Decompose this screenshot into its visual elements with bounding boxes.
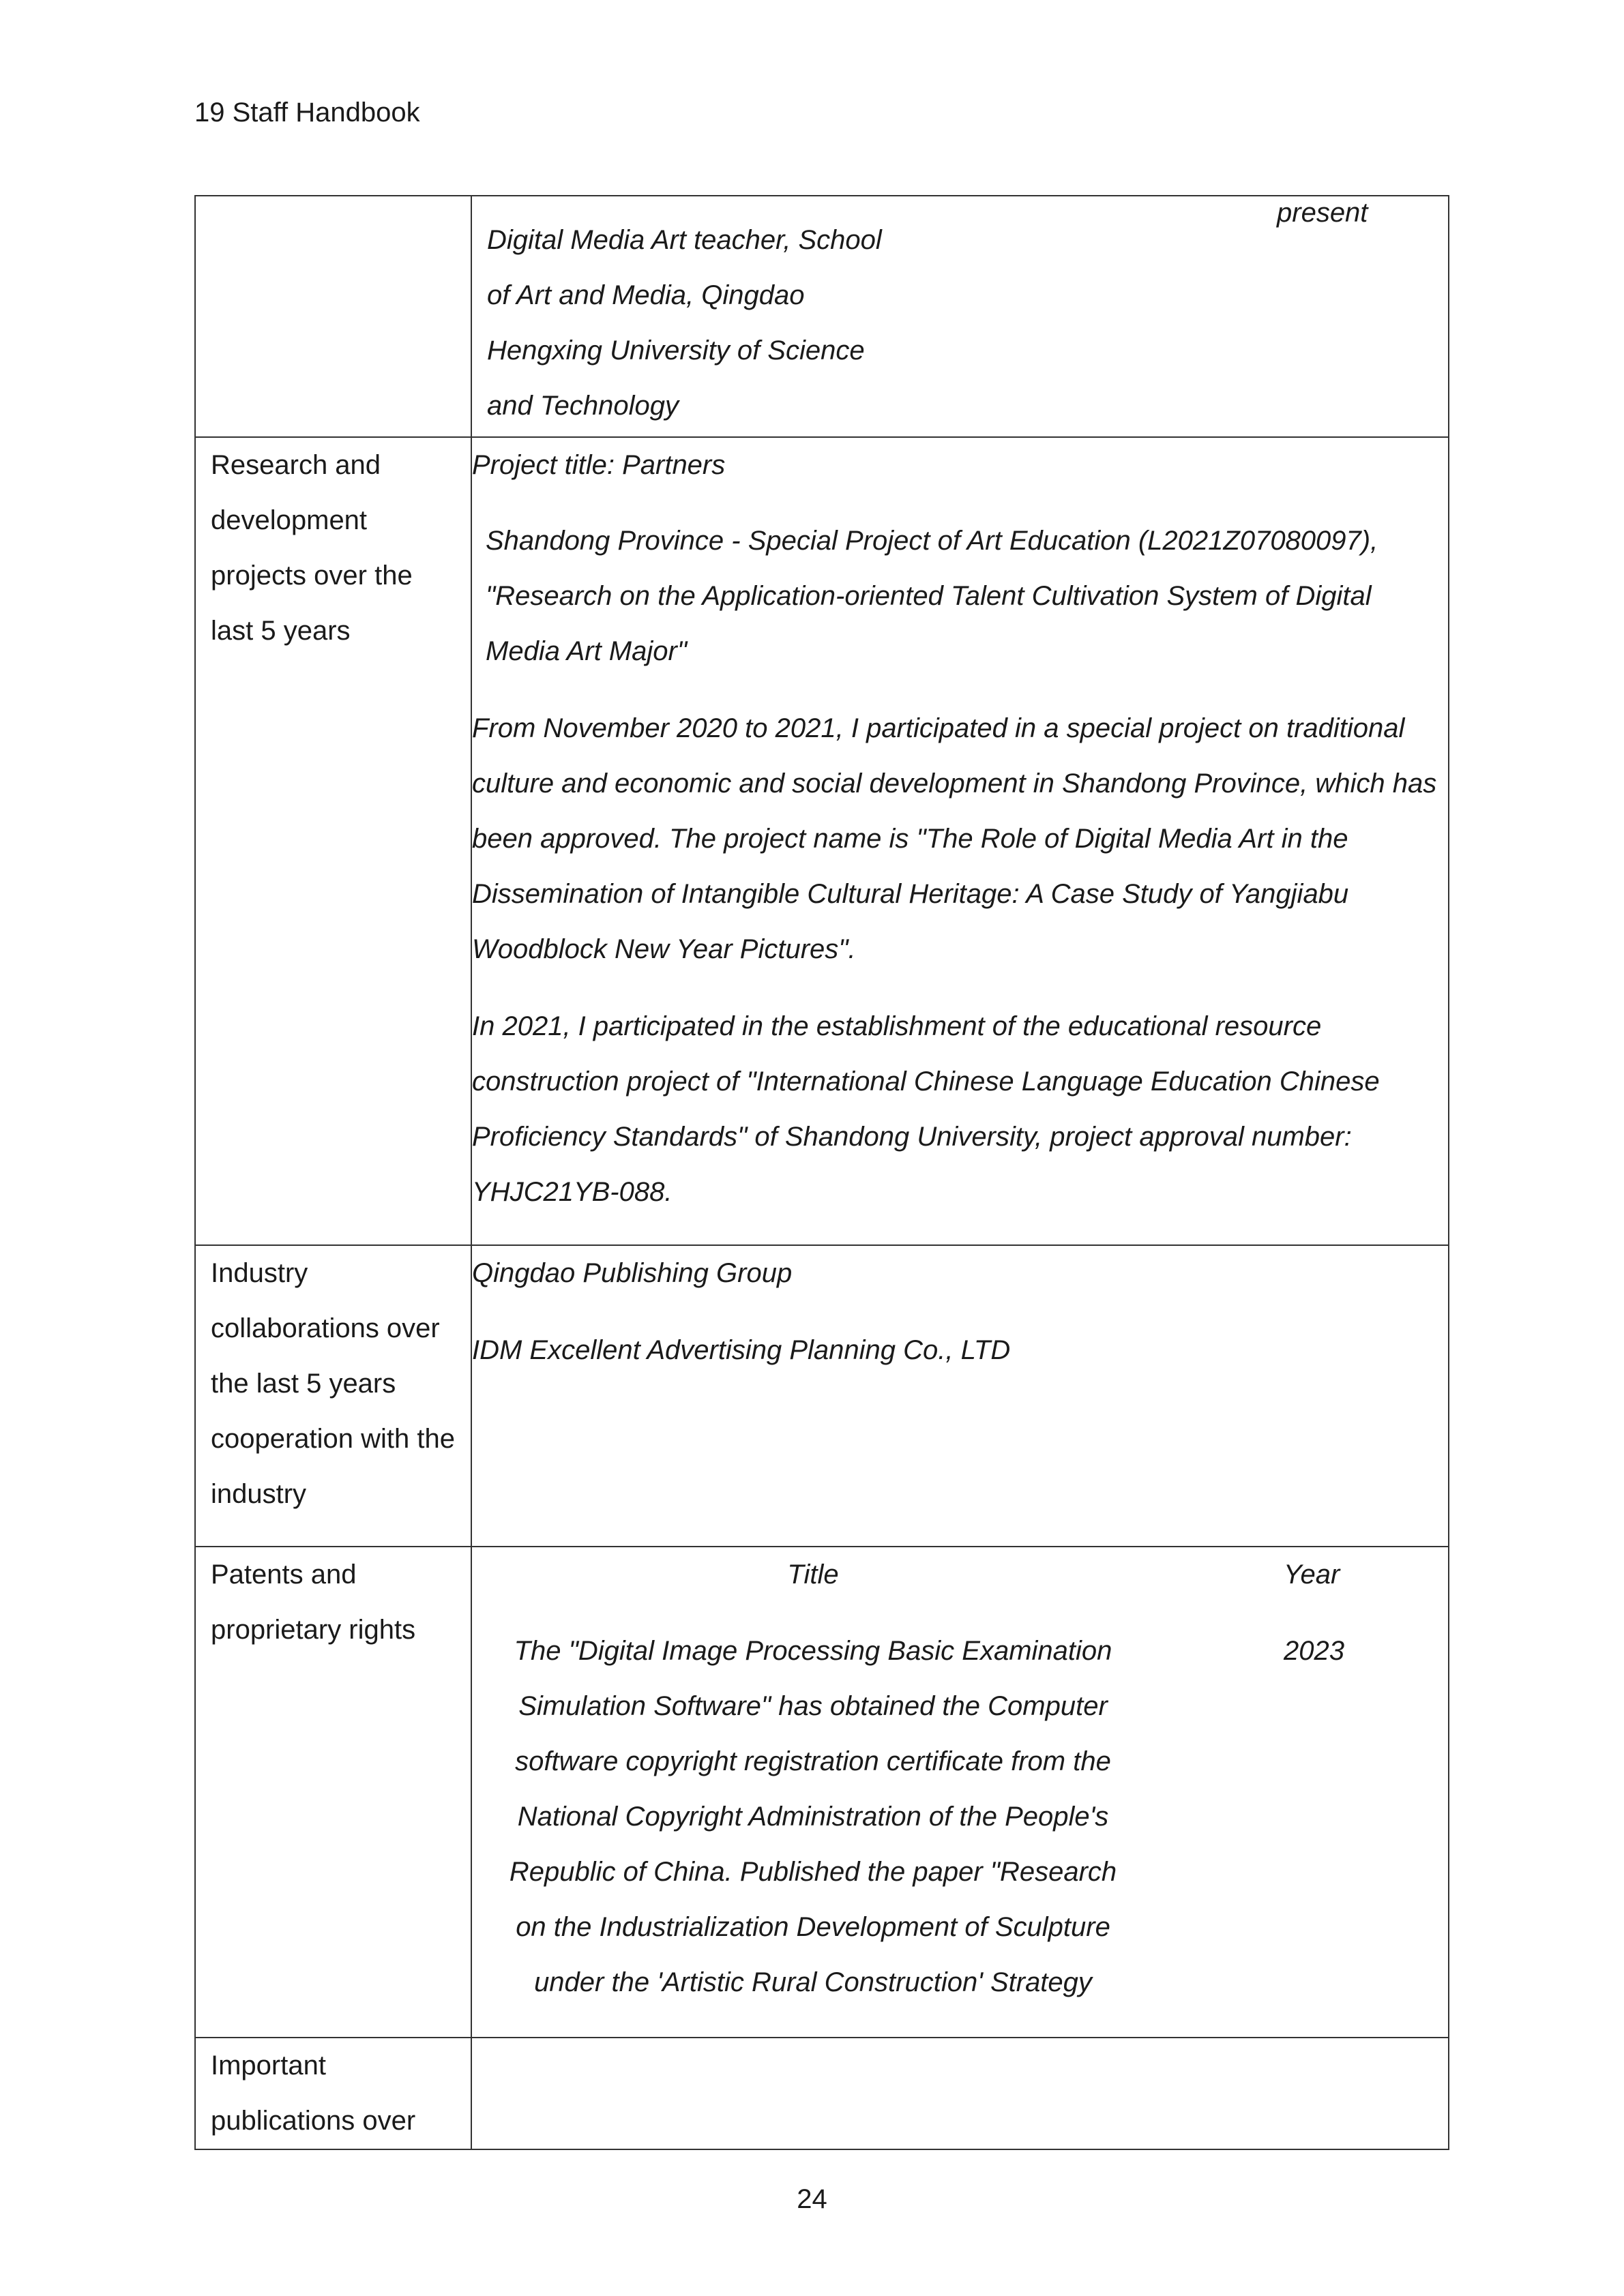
research-paragraph: Project title: Partners (472, 450, 726, 480)
table-row-research (195, 437, 1449, 1245)
table-row-patents (195, 1547, 1449, 2038)
industry-content-cell (471, 1245, 1449, 1547)
patents-content-cell (471, 1547, 1449, 2038)
staff-profile-table (194, 195, 1449, 2150)
experience-year: present (1277, 198, 1368, 228)
research-paragraph: Shandong Province - Special Project of Art Education (L2021Z07080097), "Research on the Application-oriented Talent Cultivation System of Digital Media Art Major" (486, 526, 1378, 666)
industry-label: Industry collaborations over the last 5 years cooperation with the industry (195, 1245, 471, 1547)
industry-item: Qingdao Publishing Group (472, 1258, 793, 1288)
table-row-experience (195, 196, 1449, 437)
experience-line: Digital Media Art teacher, School (487, 225, 882, 255)
research-label: Research and development projects over the last 5 years (195, 437, 471, 1245)
research-paragraph: In 2021, I participated in the establishment of the educational resource construction project of "International Chinese Language Education Chinese Proficiency Standards" of Shandong University, project approval number: YHJC21YB-088. (472, 1011, 1380, 1207)
experience-line: of Art and Media, Qingdao (487, 280, 805, 310)
experience-line: and Technology (487, 391, 679, 421)
patents-label: Patents and proprietary rights (195, 1547, 471, 2038)
patents-year-header: Year (1284, 1560, 1340, 1590)
table-row-publications (195, 2038, 1449, 2149)
publications-label: Important publications over (195, 2038, 471, 2149)
page-number: 24 (797, 2184, 827, 2214)
experience-content-cell (471, 196, 1449, 437)
patent-entry-year: 2023 (1284, 1636, 1344, 1666)
page-header: 19 Staff Handbook (194, 98, 420, 128)
experience-line: Hengxing University of Science (487, 336, 865, 366)
industry-item: IDM Excellent Advertising Planning Co., LTD (472, 1335, 1011, 1365)
research-content-cell (471, 437, 1449, 1245)
research-paragraph: From November 2020 to 2021, I participated in a special project on traditional culture and economic and social development in Shandong Province, which has been approved. The project name is "The Role of Digital Media Art in the Dissemination of Intangible Cultural Heritage: A Case Study of Yangjiabu Woodblock New Year Pictures". (472, 713, 1437, 964)
experience-label-cell (195, 196, 471, 437)
patent-entry-text: The "Digital Image Processing Basic Examination Simulation Software" has obtained the Computer software copyright registration certificate from the National Copyright Administration of the People's Republic of China. Published the paper "Research on the Industrialization Development of Sculpture under the 'Artistic Rural Construction' Strategy (509, 1636, 1117, 1997)
patents-title-header: Title (787, 1560, 839, 1590)
table-row-industry (195, 1245, 1449, 1547)
publications-content-cell (471, 2038, 1449, 2149)
